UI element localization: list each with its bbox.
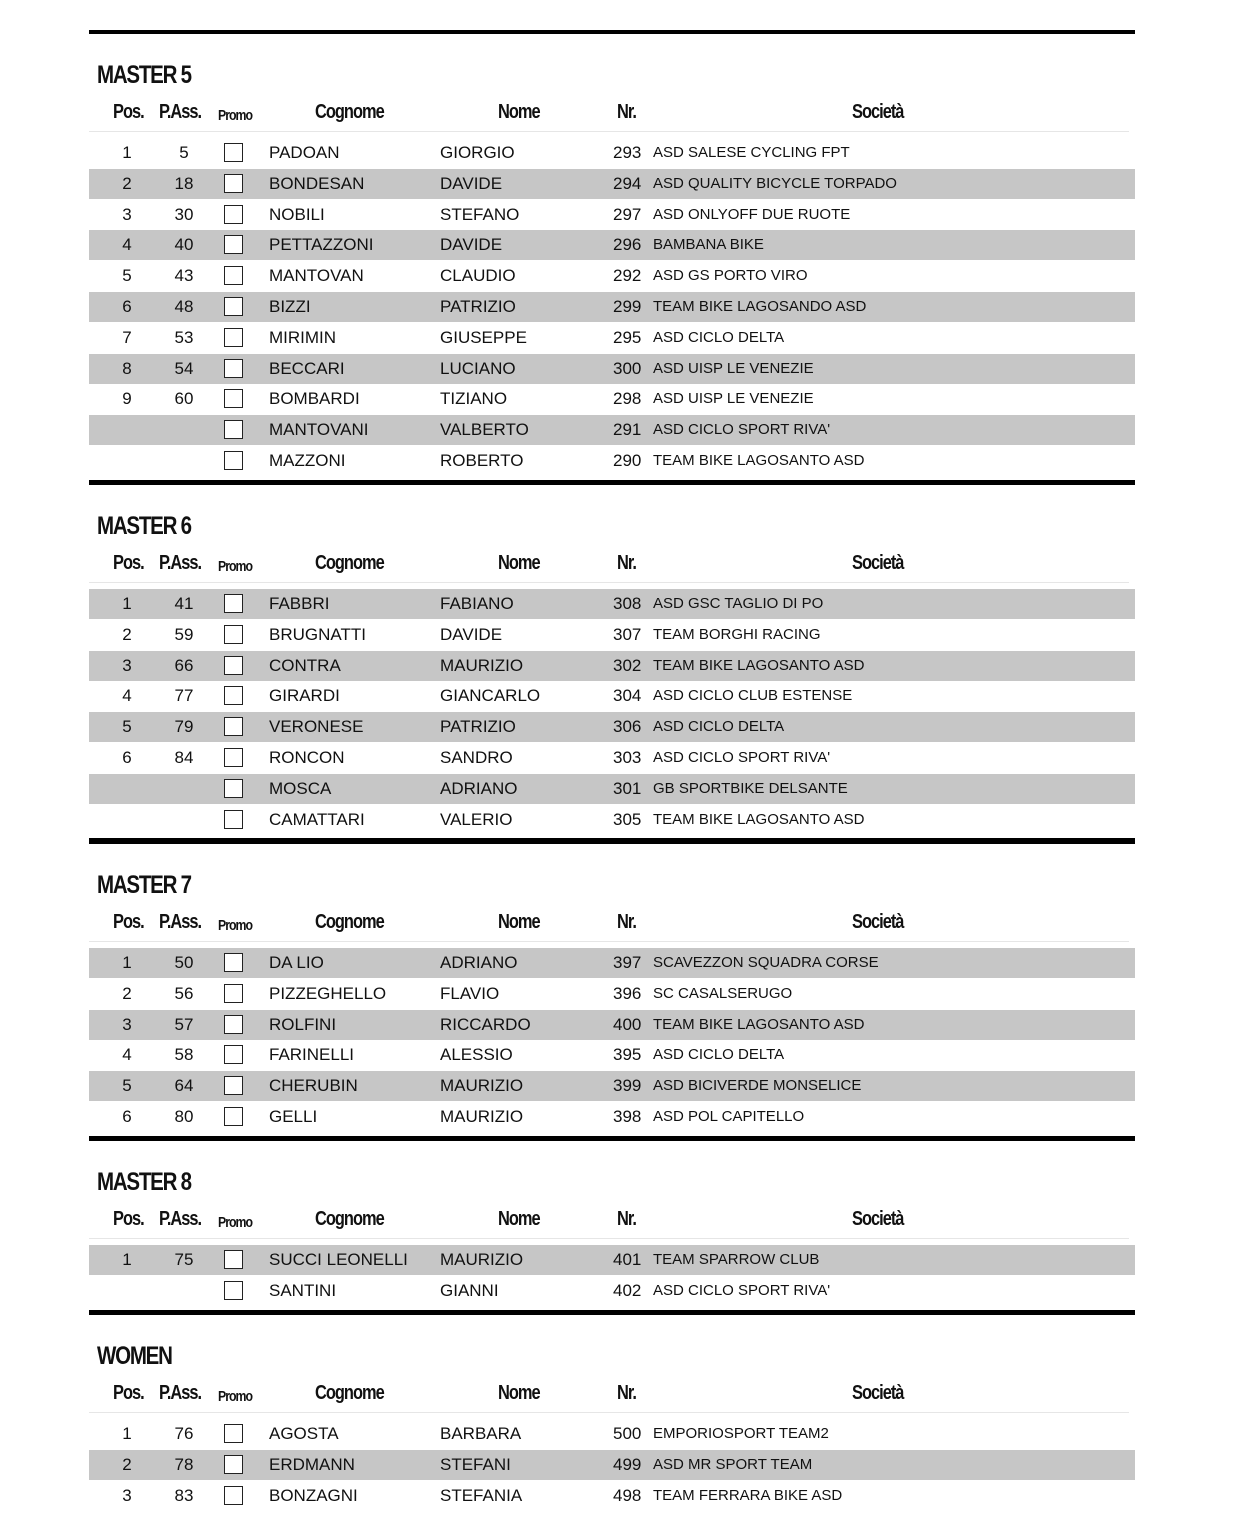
- column-header-societa: Società: [852, 1208, 904, 1230]
- cell-societa: SCAVEZZON SQUADRA CORSE: [653, 954, 879, 971]
- promo-checkbox[interactable]: [224, 1281, 243, 1300]
- promo-checkbox[interactable]: [224, 748, 243, 767]
- cell-pos: 9: [122, 389, 132, 409]
- table-row: [89, 1276, 1135, 1306]
- cell-societa: ASD SALESE CYCLING FPT: [653, 144, 850, 161]
- table-row: [89, 743, 1135, 773]
- cell-pass: 77: [174, 686, 194, 706]
- cell-cognome: NOBILI: [269, 204, 325, 224]
- promo-checkbox[interactable]: [224, 594, 243, 613]
- promo-checkbox[interactable]: [224, 1107, 243, 1126]
- promo-checkbox[interactable]: [224, 810, 243, 829]
- cell-nome: MAURIZIO: [440, 655, 524, 675]
- cell-cognome: VERONESE: [269, 717, 364, 737]
- section-title: MASTER 5: [97, 61, 191, 89]
- table-row: [89, 415, 1135, 445]
- cell-pos: 3: [122, 1014, 132, 1034]
- section-rule: [89, 481, 1135, 485]
- promo-checkbox[interactable]: [224, 1076, 243, 1095]
- cell-societa: SC CASALSERUGO: [653, 984, 793, 1002]
- cell-societa: TEAM BIKE LAGOSANDO ASD: [653, 298, 867, 315]
- column-header-pos: Pos.: [113, 552, 144, 574]
- table-row: [89, 651, 1135, 681]
- cell-nr: 398: [613, 1107, 642, 1126]
- cell-societa: ASD UISP LE VENEZIE: [653, 359, 814, 377]
- cell-societa: ASD CICLO DELTA: [653, 718, 785, 736]
- promo-checkbox[interactable]: [224, 1486, 243, 1505]
- column-header-nr: Nr.: [617, 552, 636, 574]
- table-row: [89, 200, 1135, 230]
- table-row: [89, 979, 1135, 1009]
- column-header-promo: Promo: [218, 558, 253, 575]
- cell-cognome: CAMATTARI: [269, 809, 365, 829]
- cell-nome: GIORGIO: [440, 143, 515, 162]
- cell-nr: 303: [613, 748, 642, 767]
- cell-cognome: BONZAGNI: [269, 1485, 358, 1505]
- cell-nome: ROBERTO: [440, 451, 524, 470]
- column-header-nome: Nome: [498, 101, 540, 123]
- promo-checkbox[interactable]: [224, 1015, 243, 1034]
- cell-nr: 302: [613, 655, 642, 675]
- column-header-nr: Nr.: [617, 911, 636, 933]
- cell-societa: EMPORIOSPORT TEAM2: [653, 1425, 829, 1442]
- cell-pos: 7: [122, 327, 132, 347]
- cell-cognome: FABBRI: [269, 594, 330, 613]
- table-row: [89, 138, 1135, 168]
- table-row: [89, 323, 1135, 353]
- table-row: [89, 712, 1135, 742]
- cell-societa: GB SPORTBIKE DELSANTE: [653, 779, 848, 797]
- column-header-pos: Pos.: [113, 1208, 144, 1230]
- cell-nr: 397: [613, 953, 642, 972]
- cell-societa: ASD GSC TAGLIO DI PO: [653, 595, 824, 612]
- cell-pass: 50: [174, 953, 194, 972]
- column-header-pass: P.Ass.: [159, 552, 202, 574]
- cell-pos: 3: [122, 1485, 132, 1505]
- cell-nome: TIZIANO: [440, 389, 508, 409]
- cell-nr: 296: [613, 235, 642, 255]
- promo-checkbox[interactable]: [224, 953, 243, 972]
- cell-nome: STEFANI: [440, 1454, 511, 1474]
- cell-pass: 84: [174, 748, 194, 767]
- cell-nome: ADRIANO: [440, 778, 518, 798]
- cell-nome: MAURIZIO: [440, 1076, 524, 1096]
- section-rule: [89, 1311, 1135, 1315]
- cell-nr: 298: [613, 389, 642, 409]
- cell-societa: TEAM BIKE LAGOSANTO ASD: [653, 810, 865, 828]
- cell-pos: 5: [122, 717, 132, 737]
- cell-cognome: GIRARDI: [269, 686, 340, 706]
- cell-pass: 5: [179, 143, 189, 162]
- cell-cognome: BRUGNATTI: [269, 624, 366, 644]
- cell-cognome: ROLFINI: [269, 1014, 337, 1034]
- cell-nr: 305: [613, 809, 642, 829]
- cell-nr: 301: [613, 778, 642, 798]
- promo-checkbox[interactable]: [224, 235, 243, 254]
- cell-societa: ASD CICLO CLUB ESTENSE: [653, 687, 853, 705]
- column-header-nome: Nome: [498, 1208, 540, 1230]
- promo-checkbox[interactable]: [224, 686, 243, 705]
- cell-societa: TEAM BIKE LAGOSANTO ASD: [653, 656, 865, 674]
- cell-nome: FLAVIO: [440, 983, 500, 1003]
- cell-nr: 402: [613, 1280, 642, 1300]
- column-header-cognome: Cognome: [315, 101, 384, 123]
- table-row: [89, 589, 1135, 619]
- cell-cognome: SUCCI LEONELLI: [269, 1250, 408, 1269]
- cell-cognome: MANTOVAN: [269, 266, 364, 286]
- cell-cognome: MAZZONI: [269, 451, 346, 470]
- cell-cognome: ERDMANN: [269, 1454, 355, 1474]
- cell-nr: 290: [613, 451, 642, 470]
- cell-pos: 4: [122, 235, 132, 255]
- cell-pos: [111, 415, 143, 445]
- column-header-societa: Società: [852, 101, 904, 123]
- cell-cognome: MIRIMIN: [269, 327, 337, 347]
- cell-societa: ASD CICLO DELTA: [653, 328, 785, 346]
- promo-checkbox[interactable]: [224, 143, 243, 162]
- cell-nr: 292: [613, 266, 642, 286]
- column-header-promo: Promo: [218, 1388, 253, 1405]
- cell-pos: 2: [122, 983, 132, 1003]
- column-header-promo: Promo: [218, 107, 253, 124]
- cell-nome: BARBARA: [440, 1424, 522, 1443]
- cell-pos: [111, 805, 143, 835]
- cell-nome: LUCIANO: [440, 358, 516, 378]
- cell-pass: 43: [174, 266, 194, 286]
- column-header-nome: Nome: [498, 911, 540, 933]
- promo-checkbox[interactable]: [224, 1250, 243, 1269]
- column-header-nome: Nome: [498, 552, 540, 574]
- column-header-societa: Società: [852, 1382, 904, 1404]
- cell-cognome: PADOAN: [269, 143, 340, 162]
- cell-pass: 41: [174, 594, 194, 613]
- promo-checkbox[interactable]: [224, 984, 243, 1003]
- cell-nr: 395: [613, 1045, 642, 1065]
- column-header-promo: Promo: [218, 1214, 253, 1231]
- cell-nome: STEFANO: [440, 204, 520, 224]
- cell-pass: [165, 1276, 203, 1306]
- cell-nr: 400: [613, 1014, 642, 1034]
- promo-checkbox[interactable]: [224, 328, 243, 347]
- cell-pos: 4: [122, 1045, 132, 1065]
- cell-nome: ADRIANO: [440, 953, 518, 972]
- section-title: MASTER 8: [97, 1168, 191, 1196]
- cell-pos: 6: [122, 297, 132, 316]
- column-header-cognome: Cognome: [315, 1208, 384, 1230]
- cell-nome: FABIANO: [440, 594, 514, 613]
- cell-pass: 30: [174, 204, 194, 224]
- cell-nome: MAURIZIO: [440, 1250, 524, 1269]
- cell-pass: 57: [174, 1014, 194, 1034]
- cell-cognome: PETTAZZONI: [269, 235, 374, 255]
- table-row: [89, 1245, 1135, 1275]
- cell-nome: PATRIZIO: [440, 297, 516, 316]
- cell-pass: 48: [174, 297, 194, 316]
- table-row: [89, 354, 1135, 384]
- cell-pass: 53: [174, 327, 194, 347]
- column-header-pos: Pos.: [113, 101, 144, 123]
- cell-societa: ASD CICLO SPORT RIVA': [653, 421, 831, 439]
- table-row: [89, 948, 1135, 978]
- cell-nome: DAVIDE: [440, 173, 503, 193]
- cell-societa: ASD CICLO SPORT RIVA': [653, 749, 831, 766]
- cell-nome: ALESSIO: [440, 1045, 513, 1065]
- promo-checkbox[interactable]: [224, 1045, 243, 1064]
- cell-pass: 18: [174, 173, 194, 193]
- cell-pass: 83: [174, 1485, 194, 1505]
- cell-pass: 40: [174, 235, 194, 255]
- cell-pos: 5: [122, 266, 132, 286]
- column-header-promo: Promo: [218, 917, 253, 934]
- table-row: [89, 805, 1135, 835]
- header-divider: [89, 1412, 1129, 1413]
- cell-pos: [111, 1276, 143, 1306]
- column-header-pass: P.Ass.: [159, 911, 202, 933]
- column-header-nr: Nr.: [617, 101, 636, 123]
- table-row: [89, 1010, 1135, 1040]
- cell-nr: 399: [613, 1076, 642, 1096]
- cell-societa: TEAM BORGHI RACING: [653, 625, 821, 643]
- table-row: [89, 292, 1135, 322]
- section-title: WOMEN: [97, 1342, 172, 1370]
- cell-cognome: DA LIO: [269, 953, 324, 972]
- table-row: [89, 774, 1135, 804]
- table-row: [89, 620, 1135, 650]
- table-row: [89, 1102, 1135, 1132]
- cell-nr: 306: [613, 717, 642, 737]
- column-header-pass: P.Ass.: [159, 1208, 202, 1230]
- cell-cognome: PIZZEGHELLO: [269, 983, 387, 1003]
- cell-cognome: BIZZI: [269, 297, 311, 316]
- cell-nr: 499: [613, 1454, 642, 1474]
- column-header-societa: Società: [852, 911, 904, 933]
- promo-checkbox[interactable]: [224, 779, 243, 798]
- cell-societa: ASD QUALITY BICYCLE TORPADO: [653, 174, 897, 192]
- section-rule: [89, 30, 1135, 34]
- cell-nr: 307: [613, 624, 642, 644]
- table-row: [89, 1450, 1135, 1480]
- cell-cognome: CHERUBIN: [269, 1076, 358, 1096]
- table-row: [89, 261, 1135, 291]
- cell-societa: TEAM FERRARA BIKE ASD: [653, 1486, 843, 1504]
- cell-nome: VALERIO: [440, 809, 513, 829]
- cell-pos: 2: [122, 1454, 132, 1474]
- column-header-pos: Pos.: [113, 911, 144, 933]
- header-divider: [89, 582, 1129, 583]
- cell-pass: 79: [174, 717, 194, 737]
- cell-societa: ASD POL CAPITELLO: [653, 1108, 805, 1125]
- promo-checkbox[interactable]: [224, 389, 243, 408]
- column-header-nr: Nr.: [617, 1382, 636, 1404]
- column-header-cognome: Cognome: [315, 1382, 384, 1404]
- cell-nome: STEFANIA: [440, 1485, 523, 1505]
- cell-pos: 1: [122, 594, 132, 613]
- promo-checkbox[interactable]: [224, 205, 243, 224]
- cell-nr: 498: [613, 1485, 642, 1505]
- cell-pass: 59: [174, 624, 194, 644]
- cell-nome: GIUSEPPE: [440, 327, 527, 347]
- cell-cognome: BONDESAN: [269, 173, 365, 193]
- cell-cognome: MANTOVANI: [269, 420, 369, 440]
- cell-nr: 299: [613, 297, 642, 316]
- table-row: [89, 1419, 1135, 1449]
- cell-nr: 297: [613, 204, 642, 224]
- column-header-pass: P.Ass.: [159, 101, 202, 123]
- cell-nome: CLAUDIO: [440, 266, 516, 286]
- header-divider: [89, 131, 1129, 132]
- cell-nome: SANDRO: [440, 748, 513, 767]
- cell-pass: 56: [174, 983, 194, 1003]
- promo-checkbox[interactable]: [224, 625, 243, 644]
- promo-checkbox[interactable]: [224, 1424, 243, 1443]
- promo-checkbox[interactable]: [224, 174, 243, 193]
- cell-pass: 60: [174, 389, 194, 409]
- cell-cognome: RONCON: [269, 748, 345, 767]
- promo-checkbox[interactable]: [224, 1455, 243, 1474]
- cell-pos: [111, 446, 143, 476]
- cell-nr: 300: [613, 358, 642, 378]
- cell-pos: 4: [122, 686, 132, 706]
- section-title: MASTER 7: [97, 871, 191, 899]
- cell-societa: ASD UISP LE VENEZIE: [653, 390, 814, 408]
- section-rule: [89, 1137, 1135, 1141]
- cell-cognome: SANTINI: [269, 1280, 337, 1300]
- cell-pass: 78: [174, 1454, 194, 1474]
- table-row: [89, 1071, 1135, 1101]
- cell-pass: [165, 446, 203, 476]
- promo-checkbox[interactable]: [224, 297, 243, 316]
- cell-pos: 2: [122, 173, 132, 193]
- cell-nome: DAVIDE: [440, 624, 503, 644]
- cell-nome: RICCARDO: [440, 1014, 531, 1034]
- cell-societa: ASD CICLO DELTA: [653, 1046, 785, 1064]
- cell-pass: 58: [174, 1045, 194, 1065]
- cell-nr: 304: [613, 686, 642, 706]
- cell-cognome: GELLI: [269, 1107, 318, 1126]
- section-rule: [89, 840, 1135, 844]
- cell-societa: ASD BICIVERDE MONSELICE: [653, 1077, 862, 1095]
- cell-pos: 3: [122, 204, 132, 224]
- header-divider: [89, 941, 1129, 942]
- table-row: [89, 1040, 1135, 1070]
- cell-pos: 1: [122, 1424, 132, 1443]
- cell-nr: 396: [613, 983, 642, 1003]
- cell-pos: 6: [122, 748, 132, 767]
- cell-societa: ASD MR SPORT TEAM: [653, 1455, 813, 1473]
- cell-pos: 1: [122, 143, 132, 162]
- table-row: [89, 446, 1135, 476]
- cell-nome: MAURIZIO: [440, 1107, 524, 1126]
- cell-nr: 295: [613, 327, 642, 347]
- table-row: [89, 169, 1135, 199]
- cell-pass: [165, 805, 203, 835]
- cell-cognome: CONTRA: [269, 655, 341, 675]
- column-header-nr: Nr.: [617, 1208, 636, 1230]
- cell-nr: 401: [613, 1250, 642, 1269]
- column-header-societa: Società: [852, 552, 904, 574]
- cell-nome: PATRIZIO: [440, 717, 516, 737]
- table-row: [89, 1481, 1135, 1511]
- column-header-cognome: Cognome: [315, 552, 384, 574]
- cell-nr: 293: [613, 143, 642, 162]
- cell-societa: TEAM BIKE LAGOSANTO ASD: [653, 1015, 865, 1033]
- cell-cognome: AGOSTA: [269, 1424, 339, 1443]
- column-header-pos: Pos.: [113, 1382, 144, 1404]
- column-header-cognome: Cognome: [315, 911, 384, 933]
- cell-cognome: BECCARI: [269, 358, 345, 378]
- cell-pos: [111, 774, 143, 804]
- promo-checkbox[interactable]: [224, 420, 243, 439]
- cell-nome: VALBERTO: [440, 420, 529, 440]
- cell-societa: ASD CICLO SPORT RIVA': [653, 1281, 831, 1299]
- promo-checkbox[interactable]: [224, 656, 243, 675]
- cell-pos: 3: [122, 655, 132, 675]
- cell-pass: [165, 774, 203, 804]
- table-row: [89, 384, 1135, 414]
- header-divider: [89, 1238, 1129, 1239]
- cell-pos: 2: [122, 624, 132, 644]
- cell-pass: 64: [174, 1076, 194, 1096]
- cell-nome: GIANNI: [440, 1280, 499, 1300]
- cell-nome: DAVIDE: [440, 235, 503, 255]
- cell-societa: ASD GS PORTO VIRO: [653, 267, 808, 285]
- cell-pos: 8: [122, 358, 132, 378]
- cell-pos: 1: [122, 953, 132, 972]
- column-header-pass: P.Ass.: [159, 1382, 202, 1404]
- cell-nome: GIANCARLO: [440, 686, 541, 706]
- promo-checkbox[interactable]: [224, 359, 243, 378]
- cell-nr: 294: [613, 173, 642, 193]
- promo-checkbox[interactable]: [224, 266, 243, 285]
- promo-checkbox[interactable]: [224, 451, 243, 470]
- promo-checkbox[interactable]: [224, 717, 243, 736]
- cell-societa: TEAM BIKE LAGOSANTO ASD: [653, 452, 865, 469]
- cell-pass: 80: [174, 1107, 194, 1126]
- cell-cognome: MOSCA: [269, 778, 332, 798]
- column-header-nome: Nome: [498, 1382, 540, 1404]
- cell-pass: [165, 415, 203, 445]
- cell-societa: BAMBANA BIKE: [653, 236, 764, 254]
- table-row: [89, 230, 1135, 260]
- table-row: [89, 681, 1135, 711]
- cell-pass: 76: [174, 1424, 194, 1443]
- cell-pos: 6: [122, 1107, 132, 1126]
- cell-nr: 308: [613, 594, 642, 613]
- cell-pass: 75: [174, 1250, 194, 1269]
- cell-pos: 1: [122, 1250, 132, 1269]
- cell-cognome: FARINELLI: [269, 1045, 355, 1065]
- cell-societa: TEAM SPARROW CLUB: [653, 1251, 820, 1268]
- section-title: MASTER 6: [97, 512, 191, 540]
- cell-pass: 66: [174, 655, 194, 675]
- cell-nr: 291: [613, 420, 642, 440]
- cell-nr: 500: [613, 1424, 642, 1443]
- cell-cognome: BOMBARDI: [269, 389, 360, 409]
- cell-pass: 54: [174, 358, 194, 378]
- cell-societa: ASD ONLYOFF DUE RUOTE: [653, 205, 851, 223]
- cell-pos: 5: [122, 1076, 132, 1096]
